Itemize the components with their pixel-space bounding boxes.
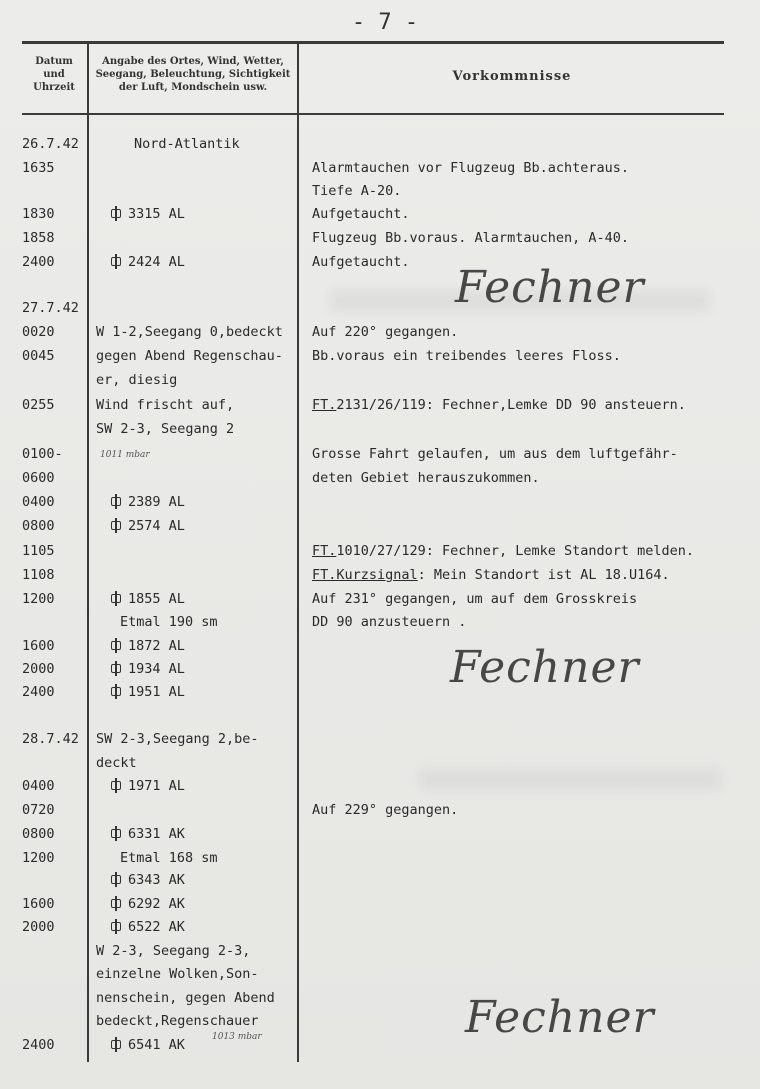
handwritten-pressure: 1013 mbar xyxy=(212,1032,262,1042)
row-time: 0400 xyxy=(22,494,55,510)
row-location-text: er, diesig xyxy=(96,372,178,388)
row-location-text: Nord-Atlantik xyxy=(134,136,240,152)
col-divider-1 xyxy=(87,42,89,1062)
header-events: Vorkommnisse xyxy=(452,69,572,84)
row-time: 28.7.42 xyxy=(22,731,79,747)
row-location-text: 6331 AK xyxy=(128,826,185,842)
row-event-text: : Mein Standort ist AL 18.U164. xyxy=(417,567,670,583)
grid-square-icon xyxy=(110,206,122,220)
row-location-text: Wind frischt auf, xyxy=(96,397,235,413)
row-event xyxy=(312,254,410,270)
grid-square-icon xyxy=(110,872,122,886)
row-time: 0255 xyxy=(22,397,55,413)
row-event-text: 1010/27/129: Fechner, Lemke Standort melden. xyxy=(336,543,695,559)
row-event-text: Aufgetaucht. xyxy=(312,254,410,270)
radio-message-label: FT. xyxy=(312,543,337,559)
row-location xyxy=(96,397,234,413)
row-time: 1858 xyxy=(22,230,55,246)
grid-square-icon xyxy=(110,1037,122,1051)
row-event xyxy=(312,230,629,246)
row-time: 0800 xyxy=(22,518,55,534)
grid-square-icon xyxy=(110,638,122,652)
row-event xyxy=(312,160,629,176)
row-location xyxy=(120,850,218,866)
grid-square-icon xyxy=(110,919,122,933)
row-location-text: gegen Abend Regenschau- xyxy=(96,348,283,364)
row-location-text: 1934 AL xyxy=(128,661,185,677)
row-location xyxy=(96,943,250,959)
row-location xyxy=(96,324,283,340)
row-location-text: 6541 AK xyxy=(128,1037,185,1053)
row-time: 27.7.42 xyxy=(22,300,79,316)
row-event-text: Tiefe A-20. xyxy=(312,183,402,199)
row-location-text: Etmal 190 sm xyxy=(120,614,218,630)
row-location xyxy=(96,731,259,747)
row-time: 1600 xyxy=(22,896,55,912)
grid-square-icon xyxy=(110,896,122,910)
row-location xyxy=(110,826,185,842)
row-location xyxy=(110,661,185,677)
row-event-text: Grosse Fahrt gelaufen, um aus dem luftgefähr- xyxy=(312,446,678,462)
radio-message-label: FT.Kurzsignal xyxy=(312,567,418,583)
row-event xyxy=(312,543,694,559)
row-location xyxy=(96,421,234,437)
row-event-text: deten Gebiet herauszukommen. xyxy=(312,470,540,486)
row-location xyxy=(110,638,185,654)
row-event xyxy=(312,567,670,583)
header-rule xyxy=(22,113,724,115)
row-event xyxy=(312,397,686,413)
row-location-text: einzelne Wolken,Son- xyxy=(96,966,259,982)
row-time: 1108 xyxy=(22,567,55,583)
row-time: 1200 xyxy=(22,850,55,866)
row-location xyxy=(110,518,185,534)
row-time: 1600 xyxy=(22,638,55,654)
signature-text: Fechner xyxy=(450,642,640,693)
grid-square-icon xyxy=(110,518,122,532)
row-time: 2400 xyxy=(22,684,55,700)
row-event xyxy=(312,206,410,222)
row-time: 0045 xyxy=(22,348,55,364)
row-event-text: Auf 231° gegangen, um auf dem Grosskreis xyxy=(312,591,638,607)
row-time: 0100- xyxy=(22,446,63,462)
row-event-text: Bb.voraus ein treibendes leeres Floss. xyxy=(312,348,621,364)
row-location-text: 6343 AK xyxy=(128,872,185,888)
row-location-text: 1872 AL xyxy=(128,638,185,654)
row-location xyxy=(120,614,218,630)
row-location xyxy=(110,684,185,700)
row-time: 2000 xyxy=(22,919,55,935)
grid-square-icon xyxy=(110,826,122,840)
row-time: 2400 xyxy=(22,1037,55,1053)
row-event-text: Auf 220° gegangen. xyxy=(312,324,459,340)
row-event-text: Aufgetaucht. xyxy=(312,206,410,222)
row-location xyxy=(110,254,185,270)
row-time: 1635 xyxy=(22,160,55,176)
grid-square-icon xyxy=(110,254,122,268)
row-event xyxy=(312,591,637,607)
grid-square-icon xyxy=(110,591,122,605)
row-location-text: Etmal 168 sm xyxy=(120,850,218,866)
grid-square-icon xyxy=(110,494,122,508)
row-location-text: 6292 AK xyxy=(128,896,185,912)
row-location xyxy=(100,450,150,460)
row-time: 0800 xyxy=(22,826,55,842)
row-time: 0600 xyxy=(22,470,55,486)
row-location xyxy=(96,372,177,388)
row-time: 1105 xyxy=(22,543,55,559)
row-time: 1830 xyxy=(22,206,55,222)
top-rule xyxy=(22,41,724,44)
row-location xyxy=(110,919,185,935)
row-location-text: 2424 AL xyxy=(128,254,185,270)
row-event xyxy=(312,802,458,818)
row-location-text: 1855 AL xyxy=(128,591,185,607)
row-event xyxy=(312,614,466,630)
row-location xyxy=(110,591,185,607)
row-location xyxy=(96,990,275,1006)
page-number: - 7 - xyxy=(351,10,419,35)
header-date-time: Datum und Uhrzeit xyxy=(33,56,75,93)
header-location: Angabe des Ortes, Wind, Wetter, Seegang, Beleuchtung, Sichtigkeit der Luft, Mondschein usw. xyxy=(95,56,291,93)
row-location-text: W 1-2,Seegang 0,bedeckt xyxy=(96,324,283,340)
grid-square-icon xyxy=(110,661,122,675)
row-event-text: DD 90 anzusteuern . xyxy=(312,614,467,630)
row-location-text: 1011 mbar xyxy=(100,450,150,460)
row-location xyxy=(110,778,185,794)
row-time: 0020 xyxy=(22,324,55,340)
row-location-text: nenschein, gegen Abend xyxy=(96,990,275,1006)
grid-square-icon xyxy=(110,684,122,698)
row-event xyxy=(312,324,458,340)
row-location-text: W 2-3, Seegang 2-3, xyxy=(96,943,251,959)
row-event xyxy=(312,183,401,199)
row-time: 26.7.42 xyxy=(22,136,79,152)
row-event-text: Auf 229° gegangen. xyxy=(312,802,459,818)
row-event xyxy=(312,446,678,462)
row-event-text: Flugzeug Bb.voraus. Alarmtauchen, A-40. xyxy=(312,230,629,246)
row-location xyxy=(110,872,185,888)
row-location-text: 2389 AL xyxy=(128,494,185,510)
row-time: 0400 xyxy=(22,778,55,794)
row-location xyxy=(96,755,137,771)
row-time: 0720 xyxy=(22,802,55,818)
row-location-text: 2574 AL xyxy=(128,518,185,534)
paper-smudge xyxy=(420,770,720,788)
row-event xyxy=(312,348,621,364)
row-location-text: 1951 AL xyxy=(128,684,185,700)
row-location-text: 3315 AL xyxy=(128,206,185,222)
radio-message-label: FT. xyxy=(312,397,337,413)
row-location-text: SW 2-3,Seegang 2,be- xyxy=(96,731,259,747)
row-location xyxy=(110,1037,185,1053)
col-divider-2 xyxy=(297,42,299,1062)
row-location xyxy=(96,1013,259,1029)
row-location xyxy=(110,494,185,510)
row-location-text: 6522 AK xyxy=(128,919,185,935)
row-location-text: 1971 AL xyxy=(128,778,185,794)
row-time: 1200 xyxy=(22,591,55,607)
row-event-text: Alarmtauchen vor Flugzeug Bb.achteraus. xyxy=(312,160,629,176)
row-location xyxy=(110,896,185,912)
grid-square-icon xyxy=(110,778,122,792)
row-location xyxy=(134,136,240,152)
row-event-text: 2131/26/119: Fechner,Lemke DD 90 ansteuern. xyxy=(336,397,686,413)
row-event xyxy=(312,470,540,486)
row-location xyxy=(110,206,185,222)
signature-text: Fechner xyxy=(455,262,645,313)
row-time: 2400 xyxy=(22,254,55,270)
row-time: 2000 xyxy=(22,661,55,677)
row-location-text: bedeckt,Regenschauer xyxy=(96,1013,259,1029)
signature-text: Fechner xyxy=(465,992,655,1043)
row-location-text: SW 2-3, Seegang 2 xyxy=(96,421,235,437)
row-location xyxy=(96,966,259,982)
row-location xyxy=(96,348,283,364)
row-location-text: deckt xyxy=(96,755,137,771)
